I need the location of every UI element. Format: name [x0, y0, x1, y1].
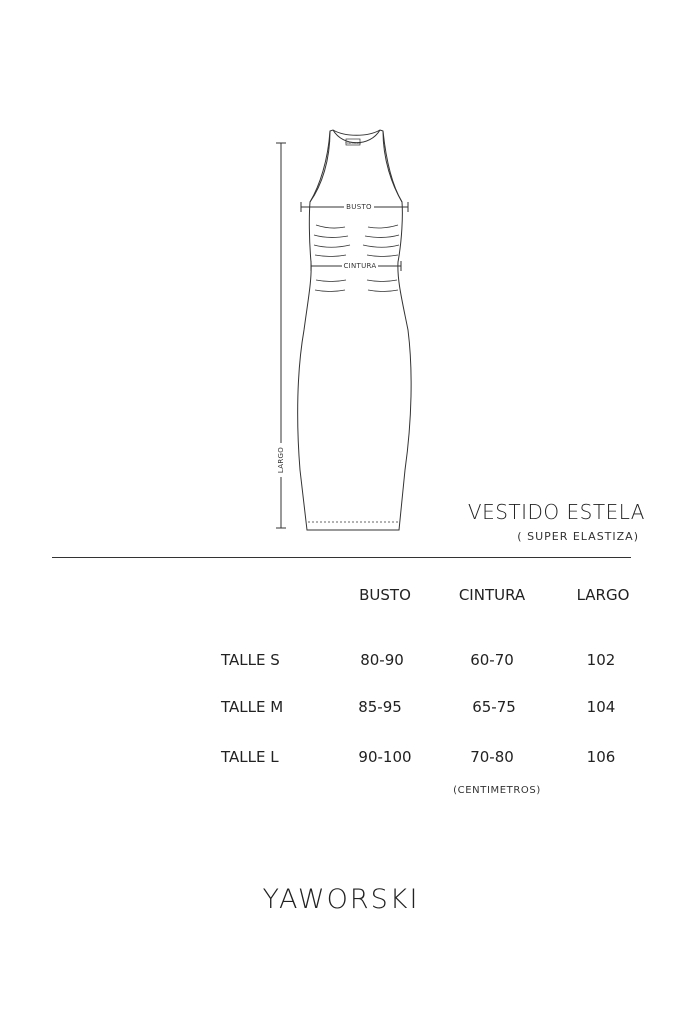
- neck-tag-text: YAWORSKI: [345, 141, 361, 145]
- divider-line: [52, 557, 631, 558]
- largo-dimension-label: LARGO: [277, 446, 285, 474]
- cell-s-cintura: 60-70: [470, 651, 514, 669]
- cell-l-largo: 106: [586, 748, 616, 766]
- cell-m-busto: 85-95: [358, 698, 402, 716]
- header-busto: BUSTO: [359, 586, 411, 604]
- row-label-l: TALLE L: [221, 748, 279, 766]
- cell-l-busto: 90-100: [358, 748, 412, 766]
- row-label-s: TALLE S: [221, 651, 280, 669]
- row-label-m: TALLE M: [221, 698, 284, 716]
- brand-logo: YAWORSKI: [262, 884, 420, 915]
- product-title: VESTIDO ESTELA: [467, 500, 645, 524]
- cell-s-busto: 80-90: [360, 651, 404, 669]
- product-subtitle: ( SUPER ELASTIZA): [517, 530, 639, 543]
- units-note: (CENTIMETROS): [453, 785, 541, 796]
- cell-m-largo: 104: [586, 698, 616, 716]
- header-largo: LARGO: [576, 586, 630, 604]
- cell-m-cintura: 65-75: [472, 698, 516, 716]
- dress-outline: [298, 130, 411, 530]
- header-cintura: CINTURA: [458, 586, 526, 604]
- cell-l-cintura: 70-80: [470, 748, 514, 766]
- cintura-dimension-label: CINTURA: [343, 262, 377, 270]
- busto-dimension-label: BUSTO: [346, 203, 372, 211]
- cell-s-largo: 102: [586, 651, 616, 669]
